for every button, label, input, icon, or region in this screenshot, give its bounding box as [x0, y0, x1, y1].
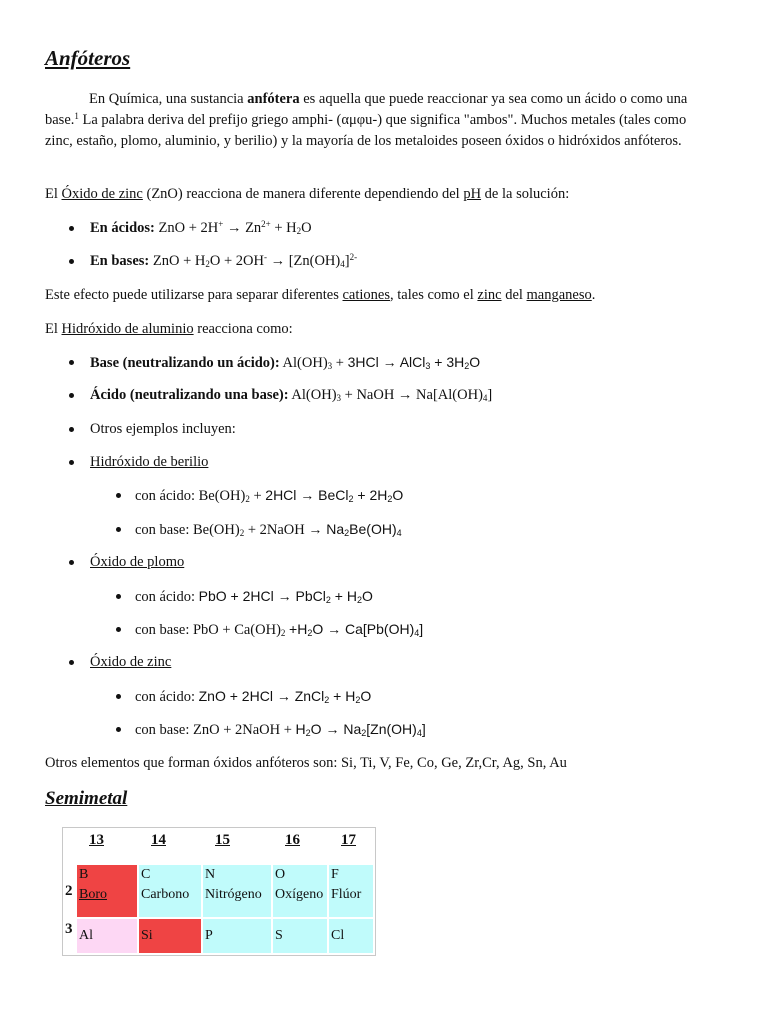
- separation-paragraph: [45, 285, 595, 305]
- corner-cell: [65, 830, 75, 863]
- element-cell-fluorine[interactable]: [329, 865, 373, 917]
- list-item-berilio-acid: con ácido: $Be(OH)_2 + 2HCl$ → BeCl$_2$ + $2H_2O$: [135, 487, 404, 504]
- element-cell-oxygen[interactable]: [273, 865, 327, 917]
- link-cationes[interactable]: cationes: [342, 287, 391, 303]
- label-en-acidos: En ácidos:: [90, 220, 155, 236]
- element-cell-chlorine[interactable]: Cl: [329, 919, 373, 953]
- list-item-plomo-base: con base: PbO + $Ca(OH)_2 +H_2O \to Ca[Pb(OH)_4]$: [135, 621, 424, 638]
- berilio-acid-prefix: con ácido:: [135, 488, 199, 504]
- table-row: [65, 865, 373, 917]
- element-cell-aluminum[interactable]: Al: [77, 919, 137, 953]
- list-item-plomo-acid: con ácido: PbO + 2HCl → PbCl$_2$ + $H_2O$: [135, 588, 373, 605]
- al-text-post: reacciona como:: [193, 321, 293, 337]
- zno-text-post: de la solución:: [481, 186, 570, 202]
- element-name-link[interactable]: Boro: [79, 887, 107, 902]
- plomo-acid-prefix: con ácido:: [135, 589, 199, 605]
- table-row: [65, 919, 373, 953]
- group-header[interactable]: 13: [89, 832, 104, 848]
- reference-marker[interactable]: 1: [74, 111, 79, 121]
- other-elements-paragraph: Otros elementos que forman óxidos anfóteros son: Si, Ti, V, Fe, Co, Ge, Zr,Cr, Ag, Sn, Au: [45, 755, 567, 771]
- element-name: Nitrógeno: [205, 887, 262, 902]
- element-symbol: B: [79, 867, 89, 882]
- group-header[interactable]: 16: [285, 832, 300, 848]
- zinc-base-prefix: con base:: [135, 722, 193, 738]
- link-oxido-de-zinc-2[interactable]: Óxido de zinc: [90, 654, 172, 670]
- link-hidroxido-de-aluminio[interactable]: Hidróxido de aluminio: [61, 321, 194, 337]
- intro-text-1: En Química, una sustancia: [89, 91, 248, 107]
- element-cell-boron[interactable]: [77, 865, 137, 917]
- list-item-al-base: Base (neutralizando un ácido): $Al(OH)_3 + 3HCl$ → AlCl$_3$ + $3H_2O$: [90, 354, 481, 371]
- period-label: 2: [65, 883, 73, 899]
- element-cell-nitrogen[interactable]: [203, 865, 271, 917]
- element-name: Flúor: [331, 887, 362, 902]
- list-item-al-acid: Ácido (neutralizando una base): $Al(OH)_3$ + NaOH → $Na[Al(OH)_4]$: [90, 387, 493, 403]
- link-ph[interactable]: pH: [463, 186, 482, 202]
- zinc-acid-prefix: con ácido:: [135, 689, 199, 705]
- label-en-bases: En bases:: [90, 253, 150, 269]
- table-header-row: [65, 830, 373, 863]
- plomo-base-prefix: con base:: [135, 622, 193, 638]
- list-item-zno-acid: En ácidos: ZnO + $2H^+ \to Zn^{2+} + H_2O$: [90, 219, 312, 236]
- intro-paragraph: [45, 89, 717, 152]
- element-cell-phosphorus[interactable]: P: [203, 919, 271, 953]
- element-name: Carbono: [141, 887, 190, 902]
- page-title: Anfóteros: [45, 46, 131, 70]
- sep-text-mid: , tales como el: [390, 287, 478, 303]
- element-name: Oxígeno: [275, 887, 324, 902]
- intro-text-3: La palabra deriva del prefijo griego amphi- (αμφu-) que significa "ambos". Muchos metales (tales como zinc, estaño, plomo, aluminio, y berilio) y la mayoría de los metaloides poseen óxidos o hidróxidos anfóteros.: [45, 112, 687, 149]
- group-header[interactable]: 15: [215, 832, 230, 848]
- list-item-zinc-base: con base: ZnO + 2NaOH + $H_2O \to Na_2[Zn(OH)_4]$: [135, 721, 426, 738]
- list-item-others: Otros ejemplos incluyen:: [90, 421, 236, 437]
- al-text-pre: El: [45, 321, 62, 337]
- element-cell-sulfur[interactable]: S: [273, 919, 327, 953]
- group-header[interactable]: 14: [151, 832, 166, 848]
- section-title-semimetal: Semimetal: [45, 788, 128, 809]
- list-item-berilio-base: con base: $Be(OH)_2$ + 2NaOH → $Na_2Be(OH)_4$: [135, 521, 402, 538]
- link-oxido-de-zinc[interactable]: Óxido de zinc: [61, 186, 143, 202]
- intro-bold-term: anfótera: [247, 91, 300, 107]
- element-symbol: C: [141, 867, 151, 882]
- link-oxido-de-plomo[interactable]: Óxido de plomo: [90, 554, 185, 570]
- element-cell-carbon[interactable]: [139, 865, 201, 917]
- zno-text-pre: El: [45, 186, 62, 202]
- element-cell-silicon[interactable]: Si: [139, 919, 201, 953]
- periodic-table-excerpt: [62, 827, 376, 956]
- element-symbol: O: [275, 867, 286, 882]
- zno-text-mid: (ZnO) reacciona de manera diferente dependiendo del: [142, 186, 464, 202]
- aluminum-paragraph: [45, 319, 293, 339]
- link-zinc[interactable]: zinc: [477, 287, 502, 303]
- label-base-neutralizando: Base (neutralizando un ácido):: [90, 355, 280, 371]
- list-item-zinc-acid: con ácido: ZnO + 2HCl → ZnCl$_2$ + $H_2O$: [135, 688, 372, 705]
- sep-text-post: .: [591, 287, 596, 303]
- element-symbol: F: [331, 867, 339, 882]
- group-header[interactable]: 17: [341, 832, 356, 848]
- zno-paragraph: [45, 184, 569, 204]
- intro-text-2: es aquella que puede reaccionar ya sea como un ácido o como una base.: [45, 91, 688, 128]
- berilio-base-prefix: con base:: [135, 522, 193, 538]
- sep-text-pre: Este efecto puede utilizarse para separar diferentes: [45, 287, 343, 303]
- sep-text-del: del: [501, 287, 527, 303]
- link-manganeso[interactable]: manganeso: [526, 287, 592, 303]
- list-item-zno-base: En bases: ZnO + $H_2O + 2OH^- \to [Zn(OH)_4]^{2-}$: [90, 252, 358, 269]
- element-symbol: N: [205, 867, 216, 882]
- label-acido-neutralizando: Ácido (neutralizando una base):: [90, 387, 289, 403]
- link-hidroxido-de-berilio[interactable]: Hidróxido de berilio: [90, 454, 209, 470]
- period-label: 3: [65, 921, 73, 937]
